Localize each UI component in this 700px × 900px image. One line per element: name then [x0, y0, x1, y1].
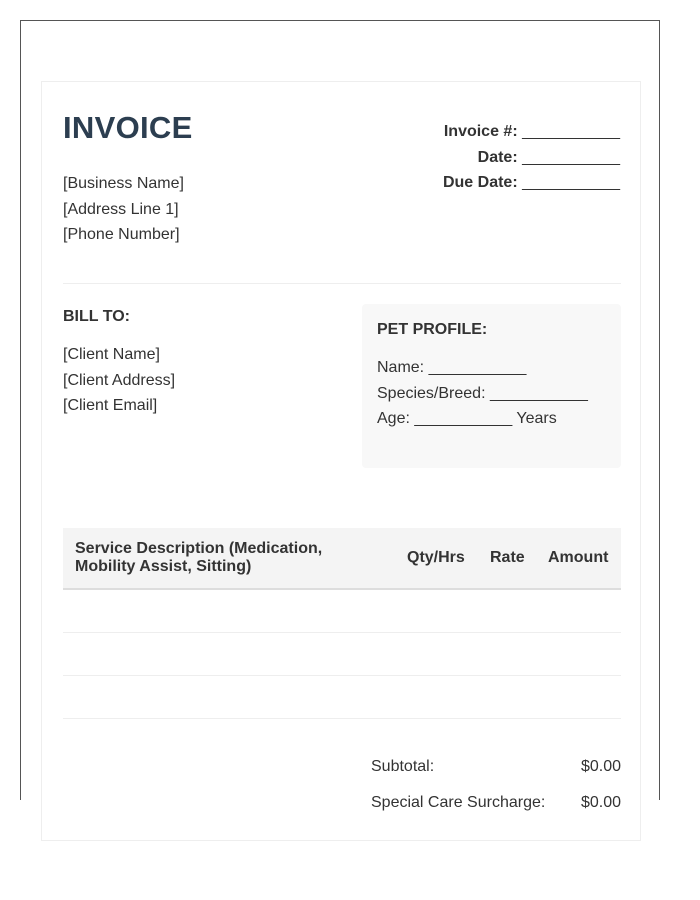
bill-to-label: BILL TO: [63, 308, 130, 325]
header-amount: Amount [548, 549, 609, 566]
subtotal-label: Subtotal: [371, 758, 435, 775]
table-row [63, 676, 621, 719]
invoice-number-label: Invoice #: [443, 123, 518, 140]
services-table [63, 528, 621, 719]
header-divider [63, 283, 621, 284]
invoice-date-row [443, 145, 620, 171]
invoice-due-date-row [443, 170, 620, 196]
invoice-date-value: ___________ [522, 148, 620, 166]
invoice-number-value: ___________ [522, 123, 620, 140]
business-phone: [Phone Number] [63, 226, 180, 243]
invoice-sheet [41, 81, 641, 841]
business-name: [Business Name] [63, 175, 184, 192]
header-rate: Rate [490, 549, 525, 566]
header-description-line1: Service Description (Medication, [75, 540, 323, 557]
business-info [63, 171, 184, 248]
table-row [63, 633, 621, 676]
pet-age-line: Age: ___________ Years [377, 410, 557, 427]
pet-species-line: Species/Breed: ___________ [377, 384, 588, 402]
subtotal-row [371, 758, 621, 794]
totals-section [371, 758, 621, 830]
pet-profile-label: PET PROFILE: [377, 321, 488, 338]
pet-name-line: Name: ___________ [377, 359, 527, 376]
client-email: [Client Email] [63, 397, 158, 414]
invoice-number-row [443, 119, 620, 145]
document-frame [20, 20, 660, 811]
subtotal-value: $0.00 [580, 758, 621, 775]
surcharge-label: Special Care Surcharge: [371, 794, 546, 811]
pet-profile-box [362, 304, 621, 468]
invoice-date-label: Date: [477, 148, 518, 166]
header-qty: Qty/Hrs [407, 549, 465, 566]
surcharge-value: $0.00 [580, 794, 621, 811]
invoice-due-date-label: Due Date: [442, 174, 518, 191]
table-row [63, 590, 621, 633]
surcharge-row [371, 794, 621, 830]
invoice-due-date-value: ___________ [522, 174, 620, 191]
header-description [75, 540, 365, 576]
header-description-line2: Mobility Assist, Sitting) [75, 558, 252, 575]
table-header [63, 528, 621, 590]
invoice-meta [443, 119, 620, 196]
client-address: [Client Address] [63, 371, 176, 389]
bill-to-section [63, 308, 175, 419]
business-address: [Address Line 1] [63, 200, 179, 218]
invoice-title: INVOICE [63, 110, 193, 145]
client-name: [Client Name] [63, 346, 160, 363]
